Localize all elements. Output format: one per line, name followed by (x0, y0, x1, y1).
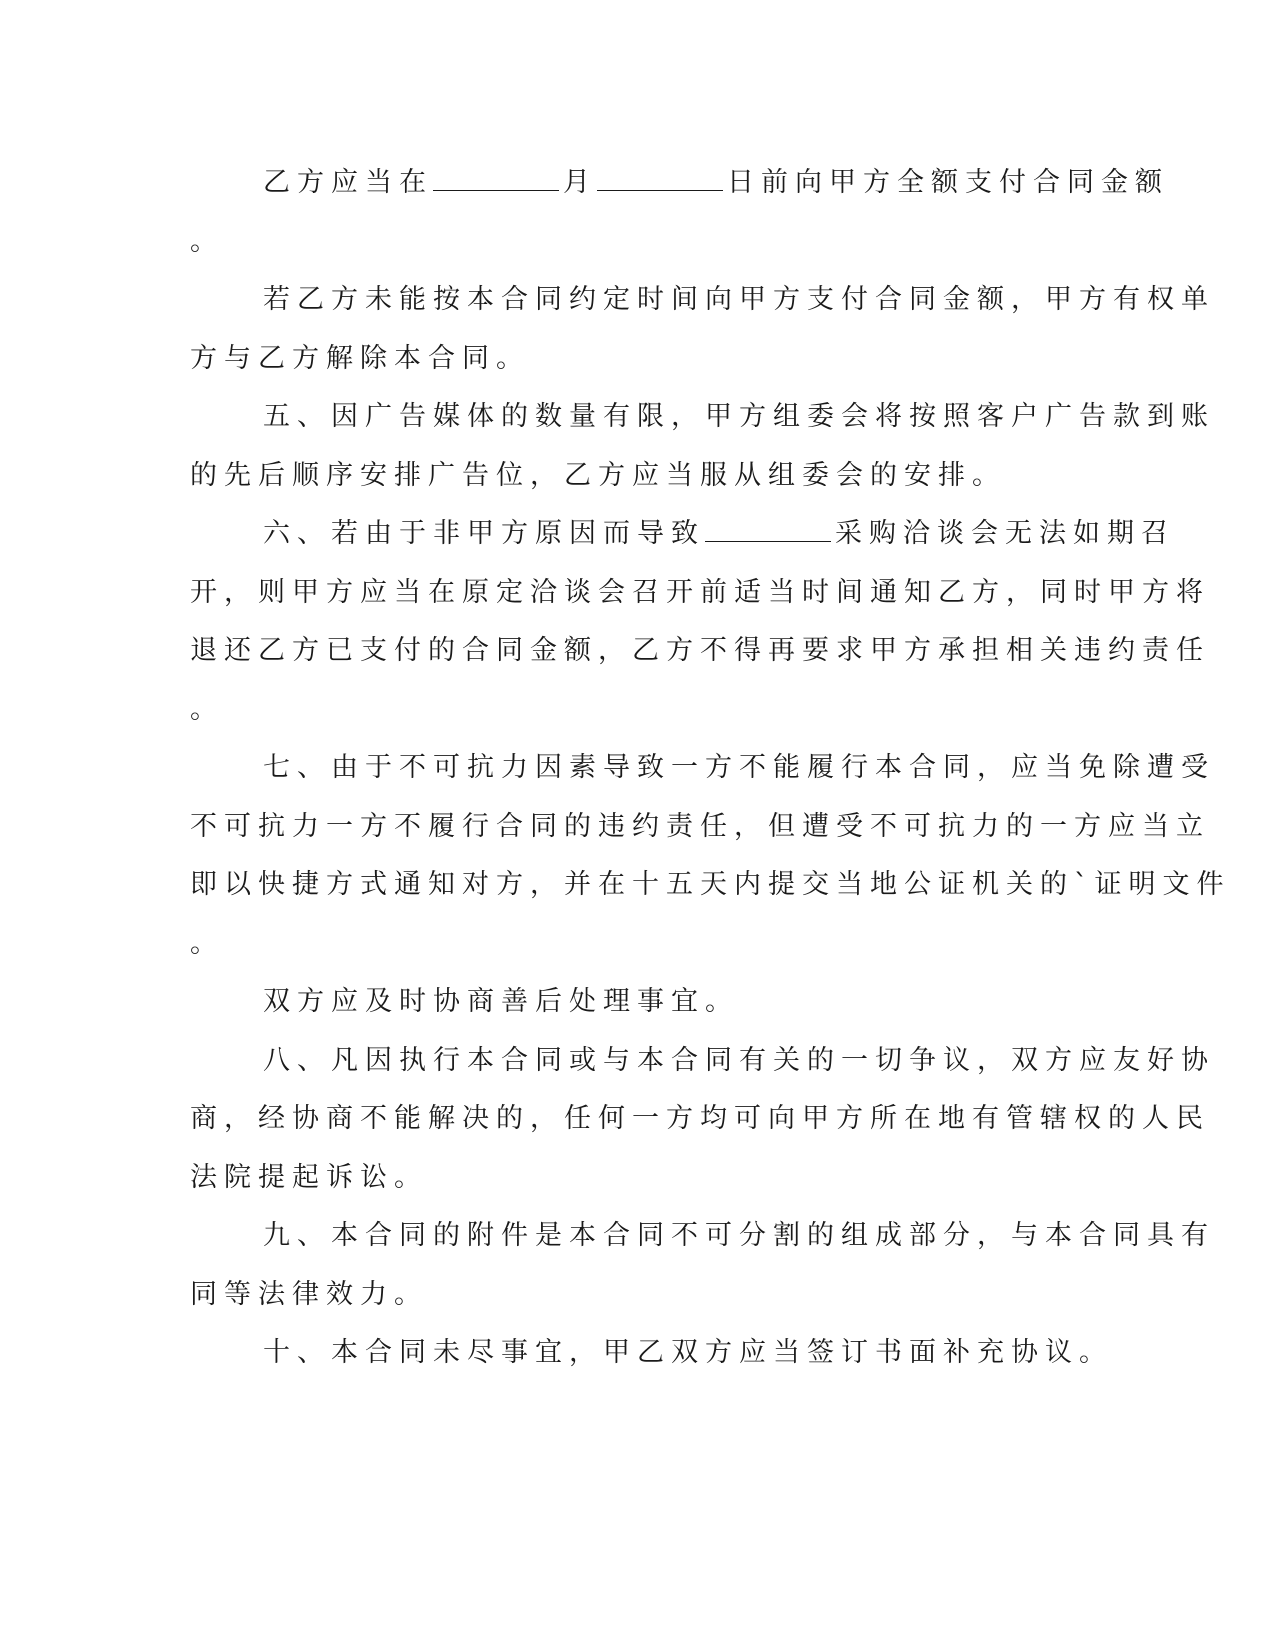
text-segment: 日前向甲方全额支付合同金额 (727, 167, 1169, 198)
text-line: 法院提起诉讼。 (190, 1162, 428, 1193)
text-line: 八、凡因执行本合同或与本合同有关的一切争议，双方应友好协 (263, 1045, 1215, 1076)
text-line: 九、本合同的附件是本合同不可分割的组成部分，与本合同具有 (263, 1220, 1215, 1251)
text-line: 双方应及时协商善后处理事宜。 (263, 986, 739, 1017)
day-blank-field[interactable] (597, 164, 723, 191)
text-segment: 采购洽谈会无法如期召 (835, 518, 1175, 549)
text-line: 商，经协商不能解决的，任何一方均可向甲方所在地有管辖权的人民 (190, 1103, 1210, 1134)
meeting-name-blank-field[interactable] (705, 515, 831, 542)
text-line: 同等法律效力。 (190, 1279, 428, 1310)
text-line: 。 (190, 694, 224, 725)
text-line: 退还乙方已支付的合同金额，乙方不得再要求甲方承担相关违约责任 (190, 635, 1210, 666)
text-segment: 乙方应当在 (263, 167, 433, 198)
month-blank-field[interactable] (433, 164, 559, 191)
payment-deadline-line (263, 163, 1169, 203)
text-line: 五、因广告媒体的数量有限，甲方组委会将按照客户广告款到账 (263, 401, 1215, 432)
text-line: 七、由于不可抗力因素导致一方不能履行本合同，应当免除遭受 (263, 752, 1215, 783)
text-line: 的先后顺序安排广告位，乙方应当服从组委会的安排。 (190, 460, 1006, 491)
text-line: 不可抗力一方不履行合同的违约责任，但遭受不可抗力的一方应当立 (190, 811, 1210, 842)
text-line: 即以快捷方式通知对方，并在十五天内提交当地公证机关的`证明文件 (190, 869, 1231, 900)
text-line: 若乙方未能按本合同约定时间向甲方支付合同金额，甲方有权单 (263, 284, 1215, 315)
text-line: 。 (190, 226, 224, 257)
text-line: 十、本合同未尽事宜，甲乙双方应当签订书面补充协议。 (263, 1337, 1113, 1368)
meeting-name-line (263, 514, 1175, 554)
text-segment: 月 (563, 167, 597, 198)
text-line: 方与乙方解除本合同。 (190, 343, 530, 374)
text-line: 开，则甲方应当在原定洽谈会召开前适当时间通知乙方，同时甲方将 (190, 577, 1210, 608)
text-line: 。 (190, 928, 224, 959)
text-segment: 六、若由于非甲方原因而导致 (263, 518, 705, 549)
